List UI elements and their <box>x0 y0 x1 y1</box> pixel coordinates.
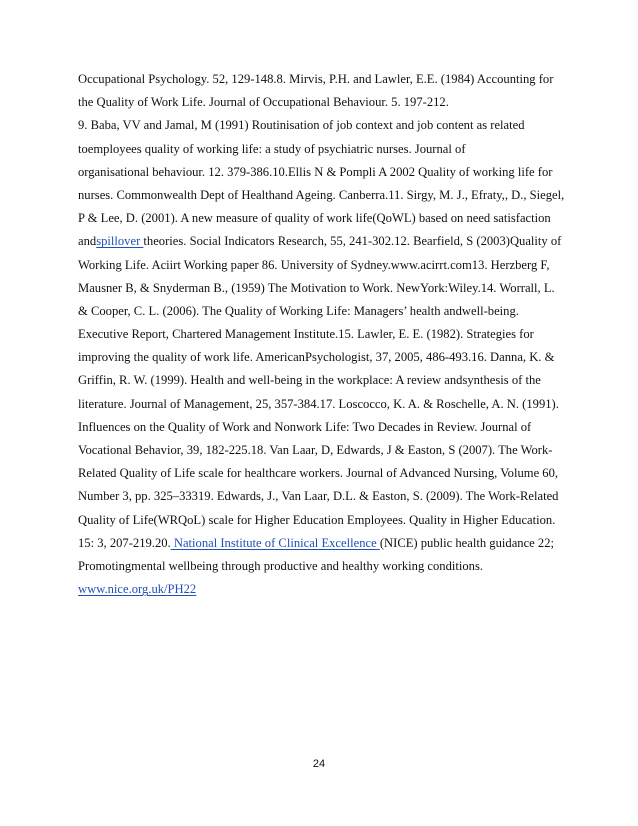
text-line <box>78 161 558 184</box>
text-line <box>78 300 558 323</box>
text-line <box>78 369 558 392</box>
text-line <box>78 509 558 532</box>
text-segment: Related Quality of Life scale for healthcare workers. Journal of Advanced Nursing, Volume 60, <box>78 466 559 481</box>
references-text <box>78 68 565 601</box>
text-segment: P & Lee, D. (2001). A new measure of quality of work life(QoWL) based on need satisfaction <box>78 211 551 226</box>
text-line <box>78 439 558 462</box>
text-segment: and <box>78 234 97 249</box>
text-segment: Griffin, R. W. (1999). Health and well-being in the workplace: A review andsynthesis of the <box>78 373 541 388</box>
text-segment: Occupational Psychology. 52, 129-148.8. Mirvis, P.H. and Lawler, E.E. (1984) Accounting for <box>78 72 554 86</box>
text-segment: the Quality of Work Life. Journal of Occupational Behaviour. 5. 197-212. <box>78 95 449 110</box>
text-segment: Promotingmental wellbeing through productive and healthy working conditions. <box>78 558 484 573</box>
text-line <box>78 184 565 207</box>
text-segment: & Cooper, C. L. (2006). The Quality of Working Life: Managers’ health andwell-being. <box>78 303 519 318</box>
text-line <box>78 323 558 346</box>
text-line <box>78 393 558 416</box>
text-line <box>78 578 558 601</box>
text-line <box>78 416 558 439</box>
text-segment: Executive Report, Chartered Management Institute.15. Lawler, E. E. (1982). Strategies for <box>78 327 534 342</box>
text-segment: literature. Journal of Management, 25, 357-384.17. Loscocco, K. A. & Roschelle, A. N. (1991). <box>78 396 559 411</box>
text-segment: Influences on the Quality of Work and Nonwork Life: Two Decades in Review. Journal of <box>78 419 532 434</box>
text-line <box>78 207 558 230</box>
text-line <box>78 138 558 161</box>
text-segment: Quality of Life(WRQoL) scale for Higher Education Employees. Quality in Higher Education. <box>78 512 556 527</box>
text-line <box>78 254 558 277</box>
text-line <box>78 532 558 555</box>
text-segment: improving the quality of work life. AmericanPsychologist, 37, 2005, 486-493.16. Danna, K. & <box>78 350 555 365</box>
text-line <box>78 485 558 508</box>
text-line <box>78 346 558 369</box>
text-segment: 15: 3, 207-219.20. <box>78 535 171 550</box>
page-number: 24 <box>312 758 326 770</box>
text-segment: toemployees quality of working life: a study of psychiatric nurses. Journal of <box>78 141 466 156</box>
text-line <box>78 114 558 137</box>
text-line <box>78 555 558 578</box>
hyperlink[interactable]: National Institute of Clinical Excellence <box>170 535 380 550</box>
text-line <box>78 68 558 91</box>
text-line <box>78 91 558 114</box>
text-line <box>78 462 558 485</box>
text-segment: nurses. Commonwealth Dept of Healthand Ageing. Canberra.11. Sirgy, M. J., Efraty,, D., Siegel, <box>78 187 565 202</box>
hyperlink[interactable]: spillover <box>96 234 144 249</box>
text-segment: organisational behaviour. 12. 379-386.10.Ellis N & Pompli A 2002 Quality of working life for <box>78 164 553 179</box>
text-segment: (NICE) public health guidance 22; <box>379 535 555 550</box>
hyperlink[interactable]: www.nice.org.uk/PH22 <box>78 582 197 597</box>
text-segment: 9. Baba, VV and Jamal, M (1991) Routinisation of job context and job content as related <box>78 118 525 133</box>
text-segment: Mausner B, & Snyderman B., (1959) The Motivation to Work. NewYork:Wiley.14. Worrall, L. <box>78 280 555 295</box>
text-line <box>78 277 558 300</box>
text-segment: Number 3, pp. 325–33319. Edwards, J., Van Laar, D.L. & Easton, S. (2009). The Work-Related <box>78 489 559 504</box>
text-segment: Vocational Behavior, 39, 182-225.18. Van Laar, D, Edwards, J & Easton, S (2007). The Work- <box>78 443 553 457</box>
text-segment: theories. Social Indicators Research, 55, 241-302.12. Bearfield, S (2003)Quality of <box>143 234 562 249</box>
text-line <box>78 230 562 253</box>
text-segment: Working Life. Aciirt Working paper 86. University of Sydney.www.acirrt.com13. Herzberg F, <box>78 257 550 272</box>
